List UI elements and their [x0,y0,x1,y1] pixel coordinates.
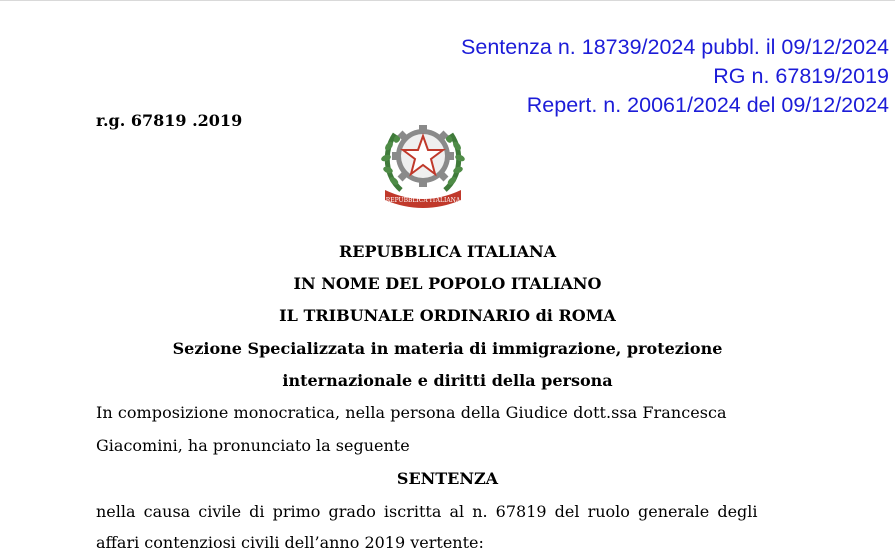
heading-section-line2: internazionale e diritti della persona [282,371,613,390]
emblem-ribbon-text: REPUBBLICA ITALIANA [385,197,461,204]
composition-line2: Giacomini, ha pronunciato la seguente [96,436,410,455]
heading-people: IN NOME DEL POPOLO ITALIANO [293,274,602,293]
filing-stamp [461,33,889,120]
case-line2: affari contenziosi civili dell’anno 2019 vertente: [96,533,484,552]
page-top-border [0,0,895,1]
stamp-sentence-line: Sentenza n. 18739/2024 pubbl. il 09/12/2024 [461,35,889,59]
rg-number: r.g. 67819 .2019 [96,111,243,130]
heading-court: IL TRIBUNALE ORDINARIO di ROMA [279,306,616,325]
stamp-rg-line: RG n. 67819/2019 [713,64,889,88]
italy-emblem-icon [375,112,471,210]
stamp-repert-line: Repert. n. 20061/2024 del 09/12/2024 [526,93,889,117]
heading-section-line1: Sezione Specializzata in materia di immigrazione, protezione [172,339,723,358]
composition-line1: In composizione monocratica, nella persona della Giudice dott.ssa Francesca [96,403,727,422]
heading-sentenza: SENTENZA [396,469,499,488]
case-line1: nella causa civile di primo grado iscritta al n. 67819 del ruolo generale degli [96,502,758,521]
heading-republic: REPUBBLICA ITALIANA [338,242,557,261]
